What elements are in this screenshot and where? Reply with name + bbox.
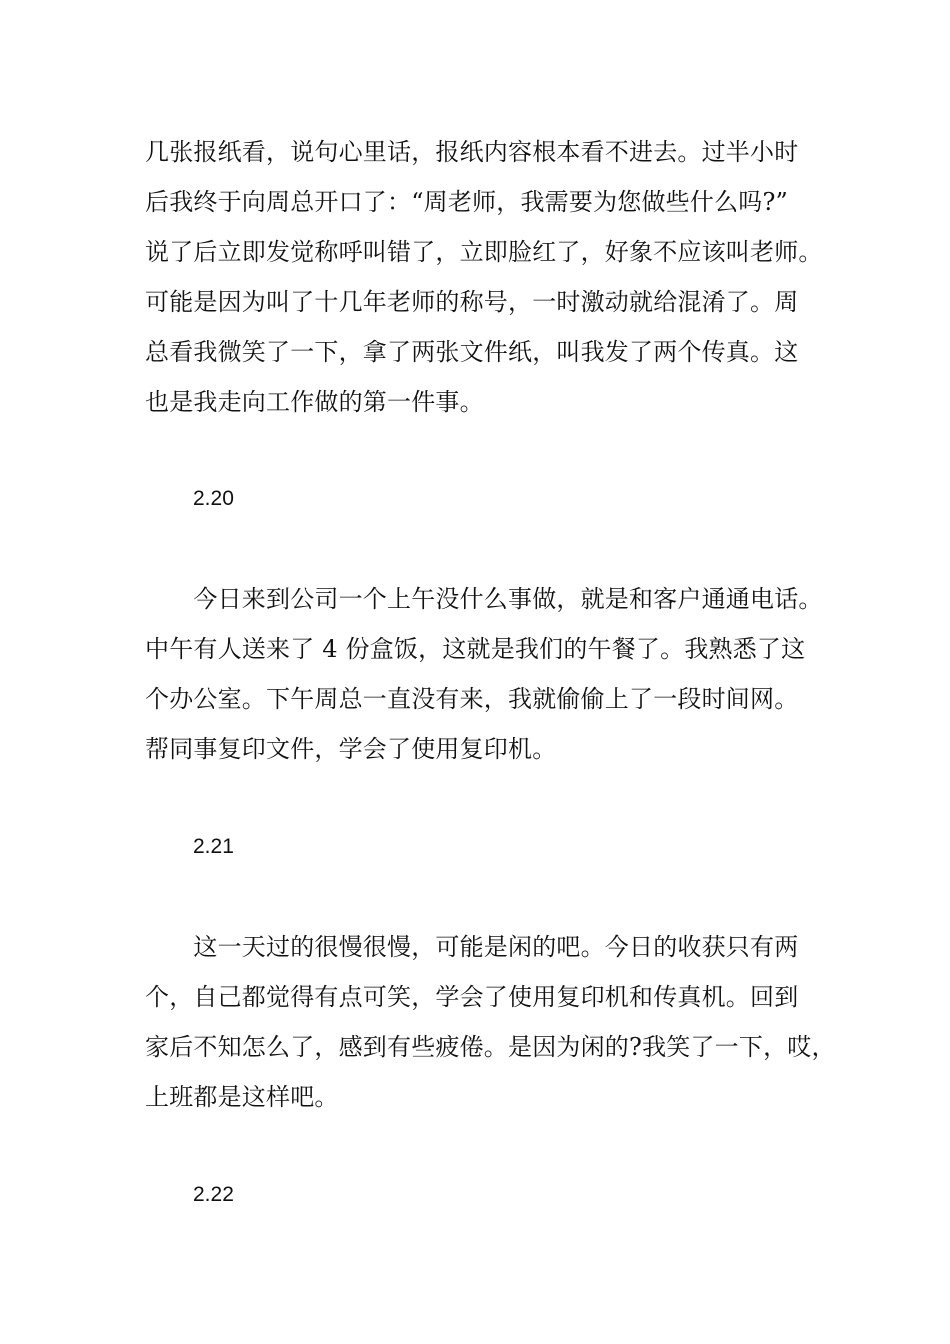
date-heading: 2.21 — [193, 835, 234, 858]
text-line: 后我终于向周总开口了：“周老师，我需要为您做些什么吗?” — [145, 188, 789, 216]
paragraph-3 — [145, 922, 836, 1122]
paragraph-2 — [145, 574, 823, 774]
text-line: 说了后立即发觉称呼叫错了，立即脸红了，好象不应该叫老师。 — [145, 238, 823, 266]
text-line: 个办公室。下午周总一直没有来，我就偷偷上了一段时间网。 — [145, 685, 799, 713]
text-line: 中午有人送来了 4 份盒饭，这就是我们的午餐了。我熟悉了这 — [145, 635, 806, 663]
text-line: 总看我微笑了一下，拿了两张文件纸，叫我发了两个传真。这 — [145, 338, 799, 366]
text-line: 帮同事复印文件，学会了使用复印机。 — [145, 735, 557, 763]
text-line: 家后不知怎么了，感到有些疲倦。是因为闲的?我笑了一下，哎， — [145, 1033, 836, 1061]
paragraph-1 — [145, 127, 823, 427]
text-line: 今日来到公司一个上午没什么事做，就是和客户通通电话。 — [145, 585, 823, 613]
text-line: 上班都是这样吧。 — [145, 1083, 339, 1111]
text-line: 几张报纸看，说句心里话，报纸内容根本看不进去。过半小时 — [145, 138, 799, 166]
text-line: 这一天过的很慢很慢，可能是闲的吧。今日的收获只有两 — [145, 933, 799, 961]
text-line: 个，自己都觉得有点可笑，学会了使用复印机和传真机。回到 — [145, 983, 799, 1011]
text-line: 也是我走向工作做的第一件事。 — [145, 388, 484, 416]
date-heading: 2.22 — [193, 1183, 234, 1206]
date-heading: 2.20 — [193, 487, 234, 510]
text-line: 可能是因为叫了十几年老师的称号，一时激动就给混淆了。周 — [145, 288, 799, 316]
